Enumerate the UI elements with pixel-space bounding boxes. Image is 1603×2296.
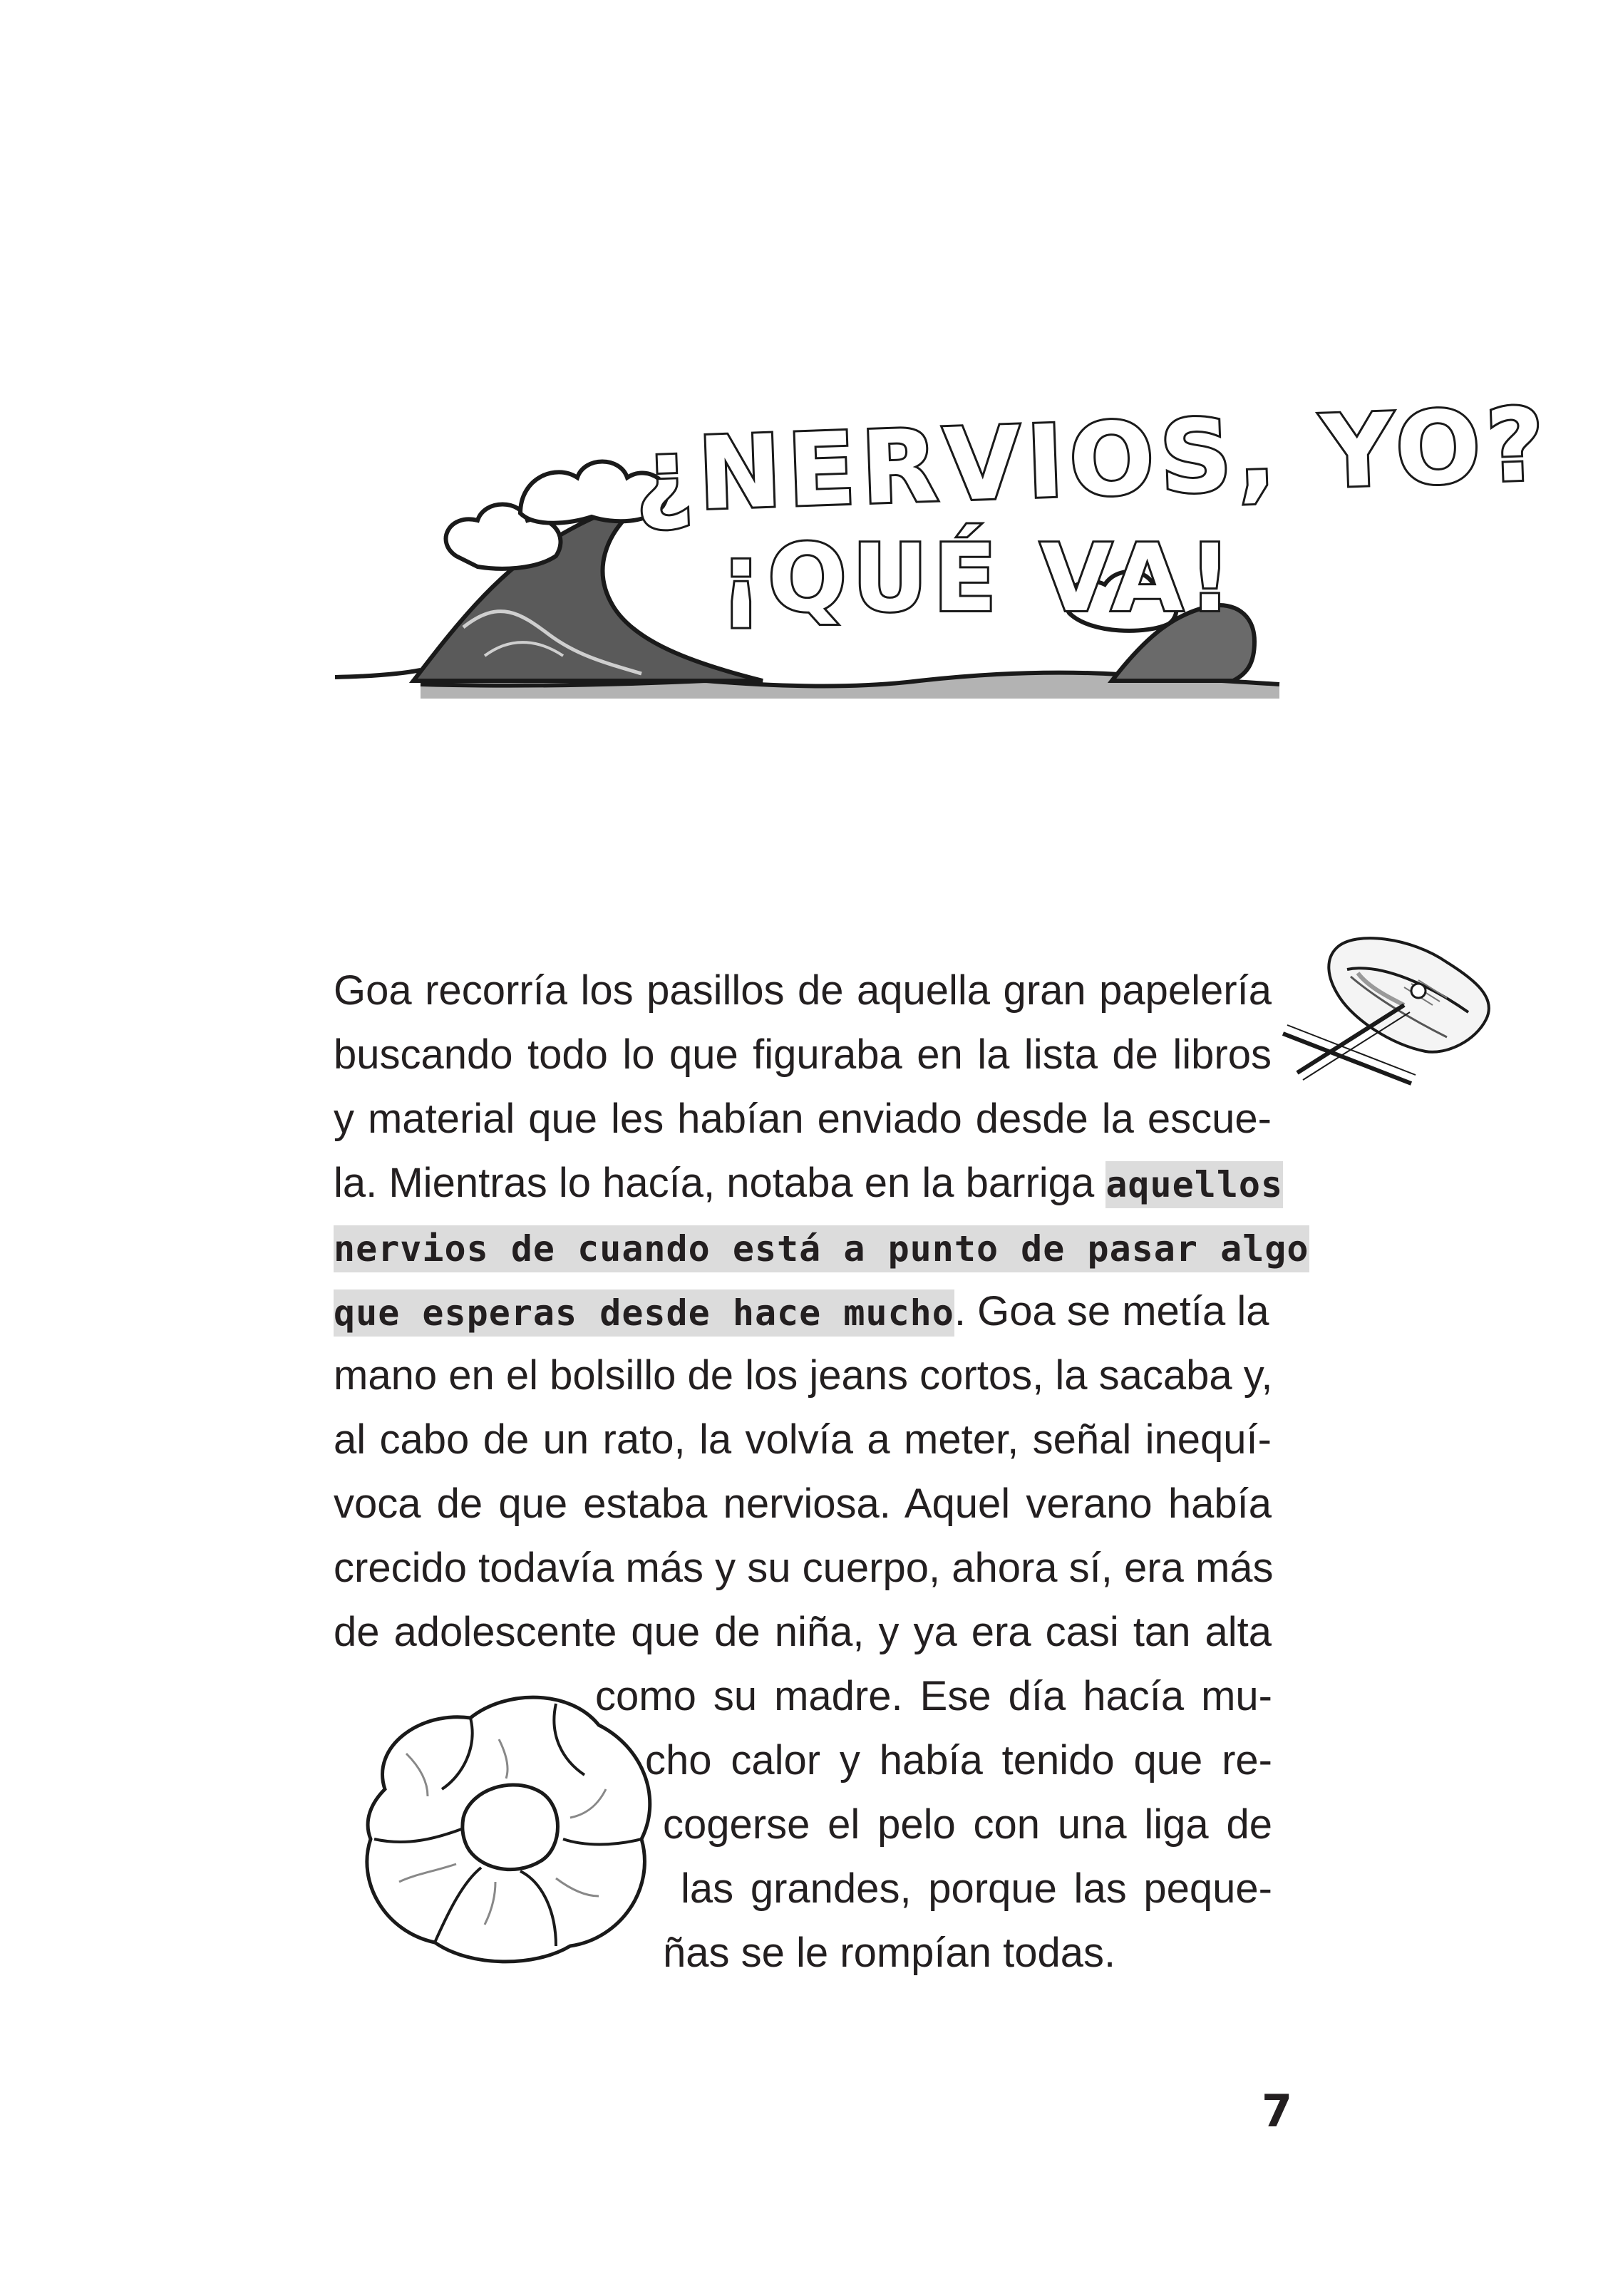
chapter-title-line-1: ¿NERVIOS, YO? [632, 386, 1552, 535]
text-line: ñas se le rompían todas. [663, 1930, 1116, 1976]
text-line [334, 1280, 1272, 1344]
page-number: 7 [1262, 2085, 1293, 2137]
scrunchie-icon [342, 1668, 677, 1975]
chapter-title-line-2: ¡QUÉ VA! [720, 524, 1237, 632]
text-line: las grandes, porque las peque- [681, 1865, 1272, 1912]
text-line: al cabo de un rato, la volvía a meter, señal inequí- [334, 1416, 1272, 1463]
text-line: voca de que estaba nerviosa. Aquel verano había [334, 1481, 1272, 1527]
text-line: cogerse el pelo con una liga de [663, 1801, 1272, 1848]
text-line: como su madre. Ese día hacía mu- [595, 1673, 1272, 1719]
highlighted-text: aquellos [1105, 1161, 1283, 1208]
text-segment: la. Mientras lo hacía, notaba en la barriga [334, 1160, 1106, 1206]
text-line: buscando todo lo que figuraba en la lista de libros [334, 1031, 1272, 1078]
text-line: de adolescente que de niña, y ya era casi tan alta [334, 1609, 1272, 1655]
text-line: mano en el bolsillo de los jeans cortos, la sacaba y, [334, 1352, 1273, 1399]
text-line: cho calor y había tenido que re- [645, 1737, 1272, 1783]
text-line [334, 1215, 1309, 1280]
text-line: y material que les habían enviado desde la escue- [334, 1096, 1272, 1142]
highlighted-text: que esperas desde hace mucho [334, 1289, 954, 1337]
text-segment: . Goa se metía la [954, 1288, 1269, 1334]
highlighted-text: nervios de cuando está a punto de pasar algo [334, 1225, 1309, 1272]
text-line: Goa recorría los pasillos de aquella gran papelería [334, 967, 1272, 1014]
text-line [334, 1151, 1284, 1215]
text-line: crecido todavía más y su cuerpo, ahora sí, era más [334, 1545, 1274, 1591]
pencil-case-icon [1269, 920, 1511, 1105]
